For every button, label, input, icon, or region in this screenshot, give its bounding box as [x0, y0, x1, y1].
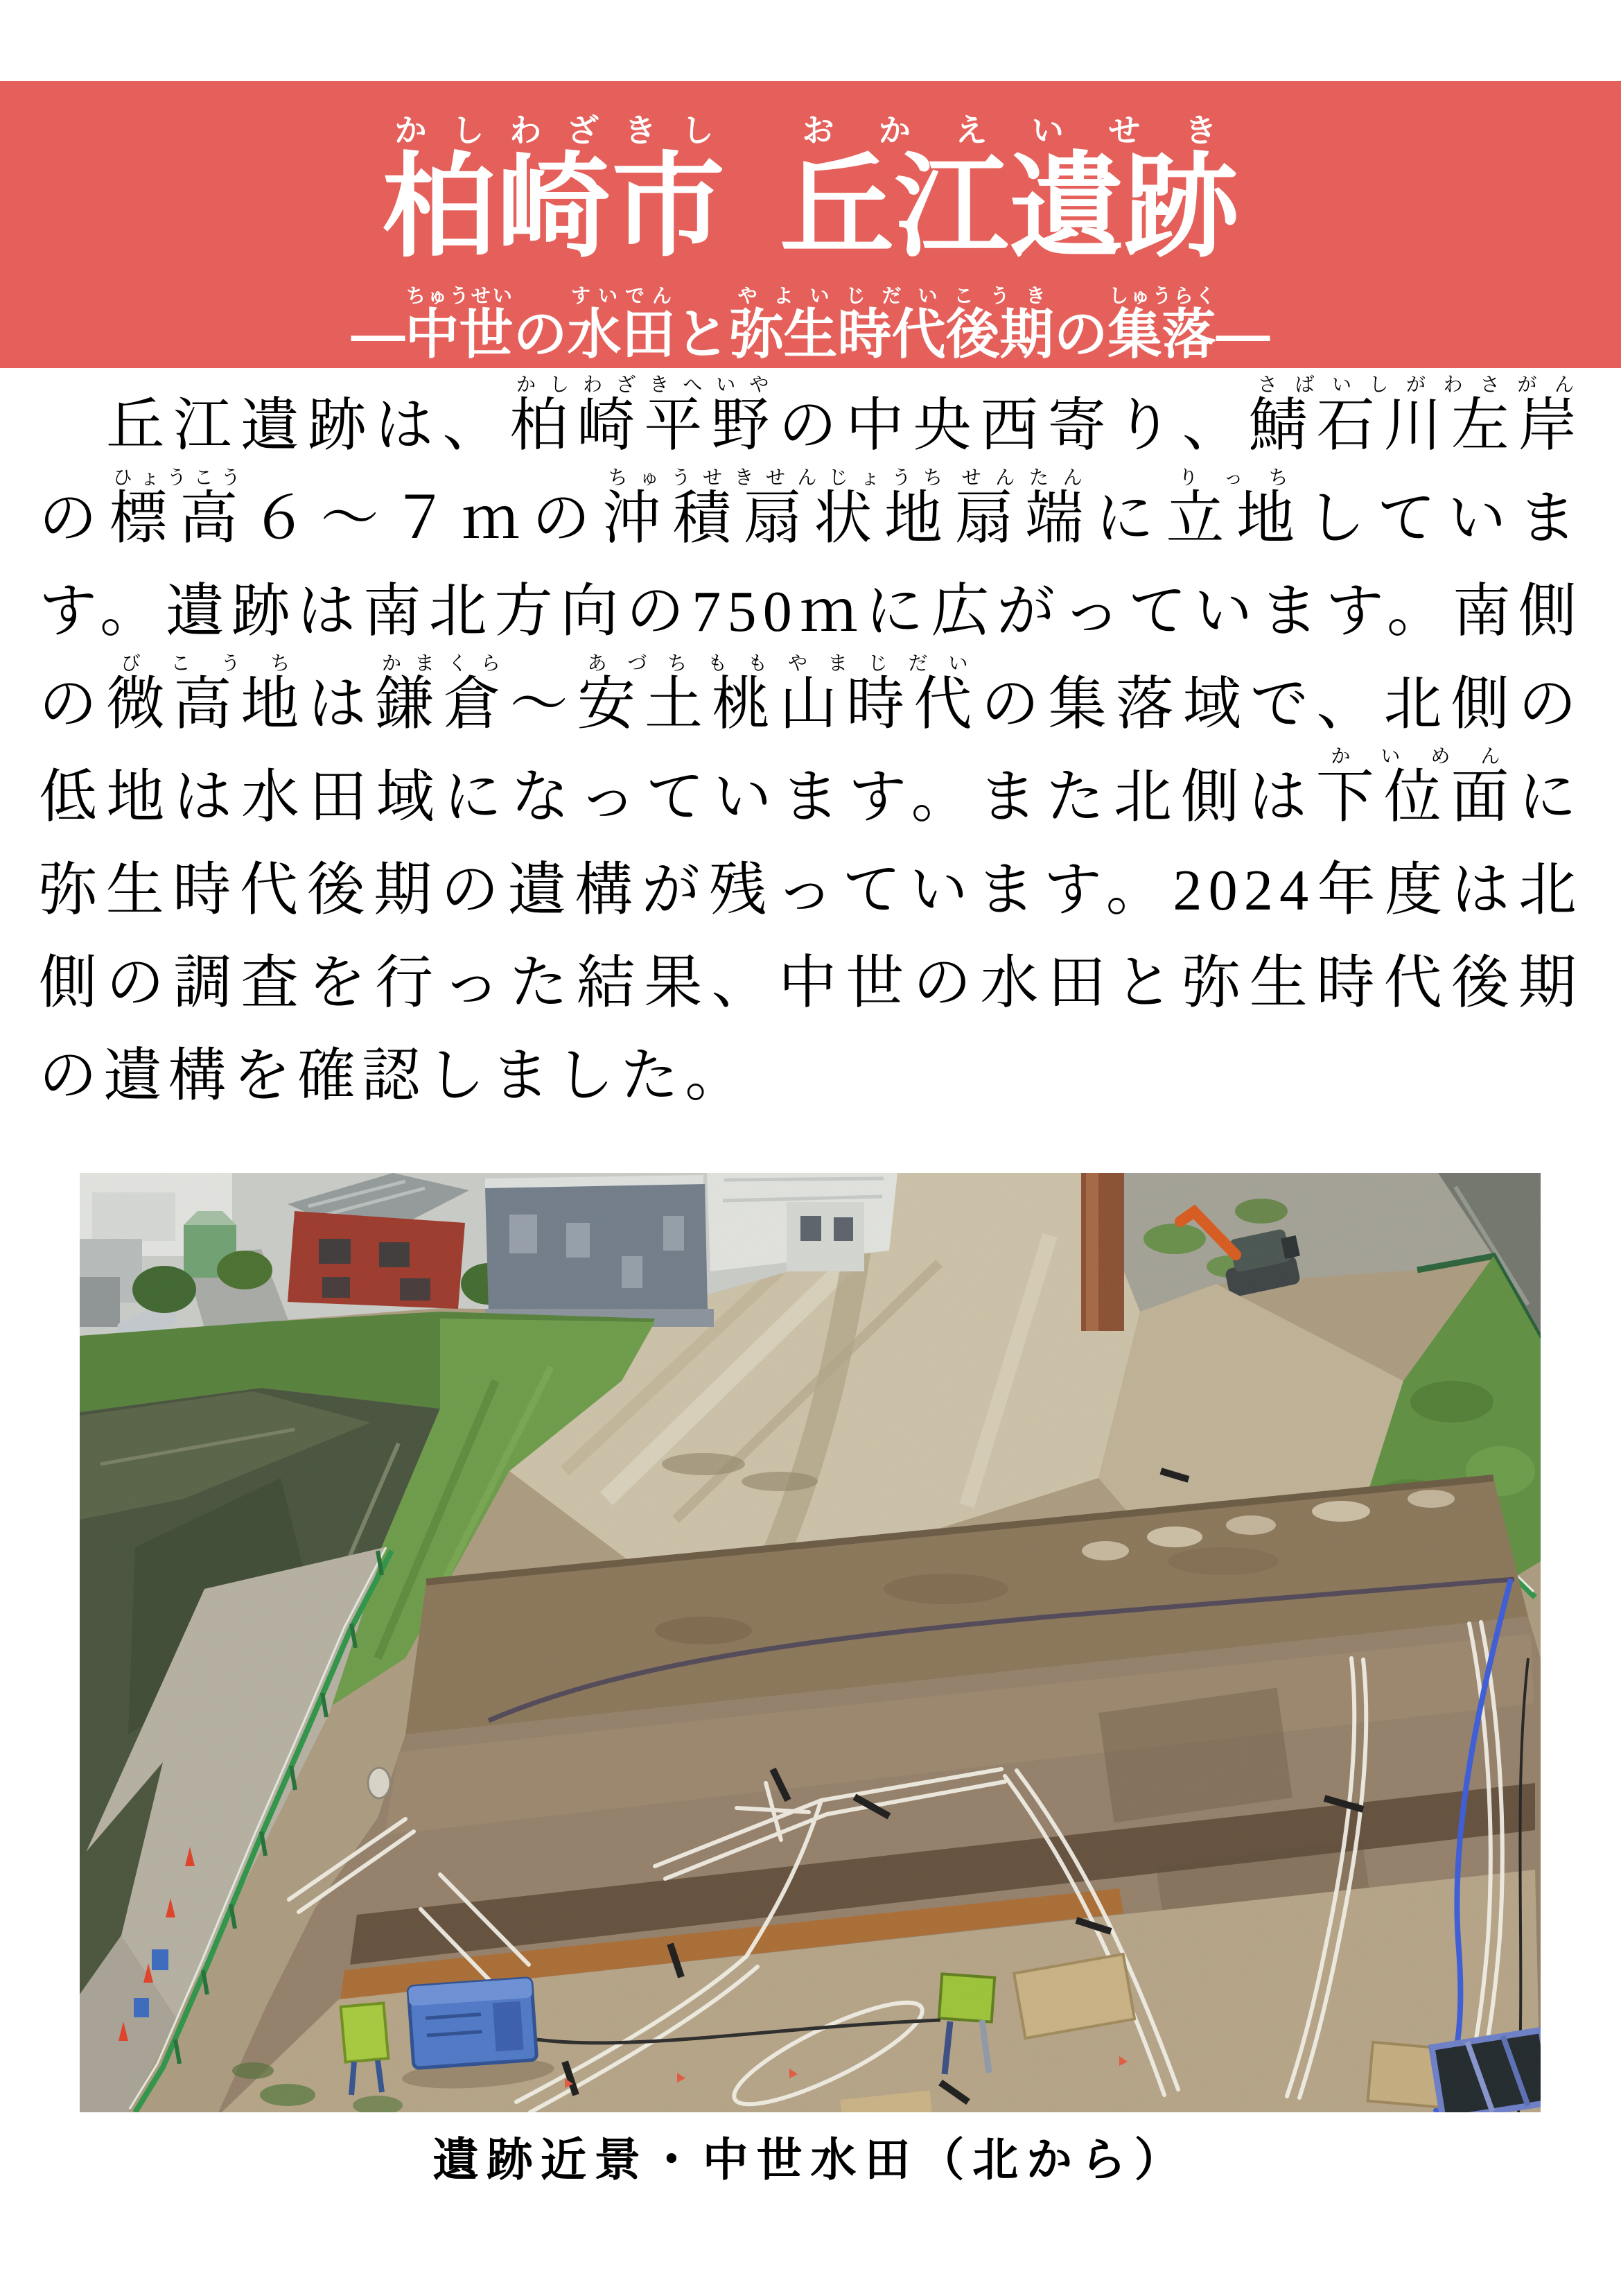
header-banner — [0, 81, 1621, 368]
grain-overlay-light — [80, 1173, 1541, 2112]
site-photo — [80, 1173, 1541, 2112]
page-title: 柏崎市かしわざきし 丘江遺跡おかえいせき — [382, 112, 1239, 270]
photo-caption: 遺跡近景・中世水田（北から） — [432, 2134, 1189, 2185]
page-subtitle: ―中世ちゅうせいの水田すいでんと弥生時代後期やよいじだいこうきの集落しゅうらく― — [351, 284, 1270, 365]
aerial-photo-illustration — [80, 1173, 1541, 2112]
description-paragraph: 丘江遺跡は、柏崎平野かしわざきへいやの中央西寄り、鯖石川左岸さばいしがわさがんの標高ひょうこう６～７ｍの沖積扇状地ちゅうせきせんじょうち扇端せんたんに立地りっちしています。遺跡は南北方向の750ｍに広がっています。南側の微高地びこうちは鎌倉かまくら～安土桃山時代あづちももやまじだいの集落域で、北側の低地は水田域になっています。また北側は下位面かいめんに弥生時代後期の遺構が残っています。2024年度は北側の調査を行った結果、中世の水田と弥生時代後期の遺構を確認しました。 — [39, 374, 1583, 1108]
